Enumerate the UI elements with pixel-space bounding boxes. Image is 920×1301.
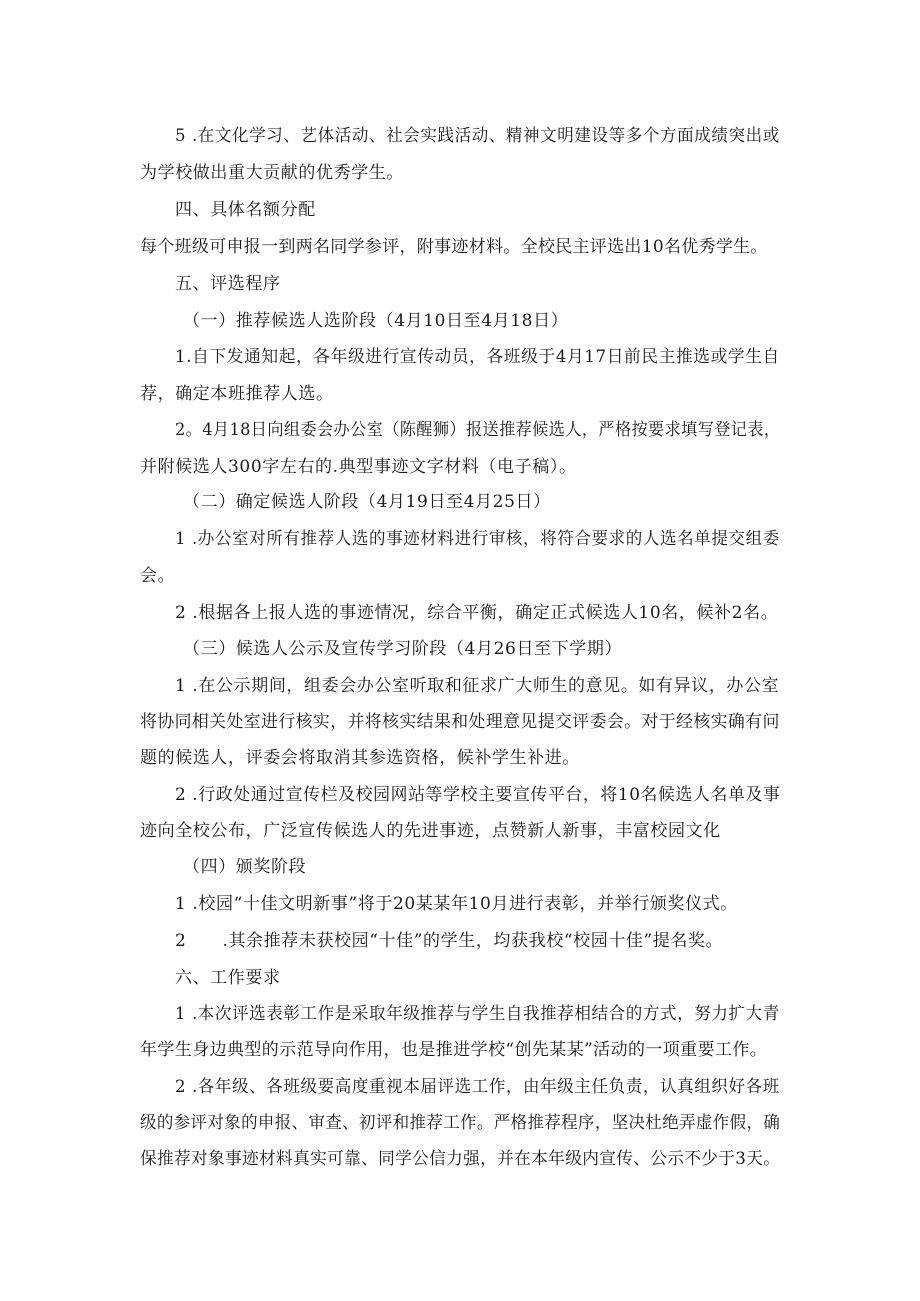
section-6-item-2-line-1: 2 .各年级、各班级要高度重视本届评选工作，由年级主任负责，认真组织好各班: [175, 1077, 780, 1097]
stage-4-item-1: 1 .校园“十佳文明新事”将于20某某年10月进行表彰，并举行颁奖仪式。: [175, 894, 738, 914]
stage-3-heading: （三）候选人公示及宣传学习阶段（4月26日至下学期）: [183, 639, 623, 659]
stage-2-heading: （二）确定候选人阶段（4月19日至4月25日）: [183, 492, 551, 512]
stage-3-item-1-line-1: 1 .在公示期间，组委会办公室听取和征求广大师生的意见。如有异议，办公室: [175, 676, 780, 696]
stage-1-item-1-line-1: 1.自下发通知起，各年级进行宣传动员，各班级于4月17日前民主推选或学生自: [175, 347, 780, 367]
section-4-heading: 四、具体名额分配: [175, 200, 316, 220]
stage-2-item-1-line-2: 会。: [140, 566, 176, 586]
stage-3-item-2-line-1: 2 .行政处通过宣传栏及校园网站等学校主要宣传平台，将10名候选人名单及事: [175, 785, 781, 805]
stage-1-item-2-line-1: 2。4月18日向组委会办公室（陈醒狮）报送推荐候选人，严格按要求填写登记表，: [175, 420, 781, 440]
section-6-item-2-line-3: 保推荐对象事迹材料真实可靠、同学公信力强，并在本年级内宣传、公示不少于3天。: [140, 1149, 781, 1169]
stage-4-item-2: 2 .其余推荐未获校园“十佳”的学生，均获我校“校园十佳”提名奖。: [175, 931, 724, 951]
section-4-body: 每个班级可申报一到两名同学参评，附事迹材料。全校民主评选出10名优秀学生。: [140, 237, 768, 257]
item-5-line-1: 5 .在文化学习、艺体活动、社会实践活动、精神文明建设等多个方面成绩突出或: [175, 126, 780, 146]
stage-3-item-2-line-2: 迹向全校公布，广泛宣传候选人的先进事迹，点赞新人新事，丰富校园文化: [140, 821, 721, 841]
stage-1-heading: （一）推荐候选人选阶段（4月10日至4月18日）: [183, 311, 569, 331]
stage-1-item-2-line-2: 并附候选人300字左右的.典型事迹文字材料（电子稿）。: [140, 457, 577, 477]
stage-3-item-1-line-3: 题的候选人，评委会将取消其参选资格，候补学生补进。: [140, 748, 580, 768]
stage-2-item-1-line-1: 1 .办公室对所有推荐人选的事迹材料进行审核，将符合要求的人选名单提交组委: [175, 529, 780, 549]
section-6-item-1-line-1: 1 .本次评选表彰工作是采取年级推荐与学生自我推荐相结合的方式，努力扩大青: [175, 1004, 780, 1024]
section-6-item-1-line-2: 年学生身边典型的示范导向作用，也是推进学校“创先某某”活动的一项重要工作。: [140, 1040, 768, 1060]
section-6-heading: 六、工作要求: [175, 968, 281, 988]
stage-2-item-2: 2 .根据各上报人选的事迹情况，综合平衡，确定正式候选人10名，候补2名。: [175, 603, 779, 623]
item-5-line-2: 为学校做出重大贡献的优秀学生。: [140, 163, 404, 183]
stage-3-item-1-line-2: 将协同相关处室进行核实，并将核实结果和处理意见提交评委会。对于经核实确有问: [140, 712, 780, 732]
stage-1-item-1-line-2: 荐，确定本班推荐人选。: [140, 384, 334, 404]
stage-4-heading: （四）颁奖阶段: [183, 857, 307, 877]
section-6-item-2-line-2: 级的参评对象的申报、审查、初评和推荐工作。严格推荐程序，坚决杜绝弄虚作假，确: [140, 1113, 781, 1133]
section-5-heading: 五、评选程序: [175, 274, 281, 294]
